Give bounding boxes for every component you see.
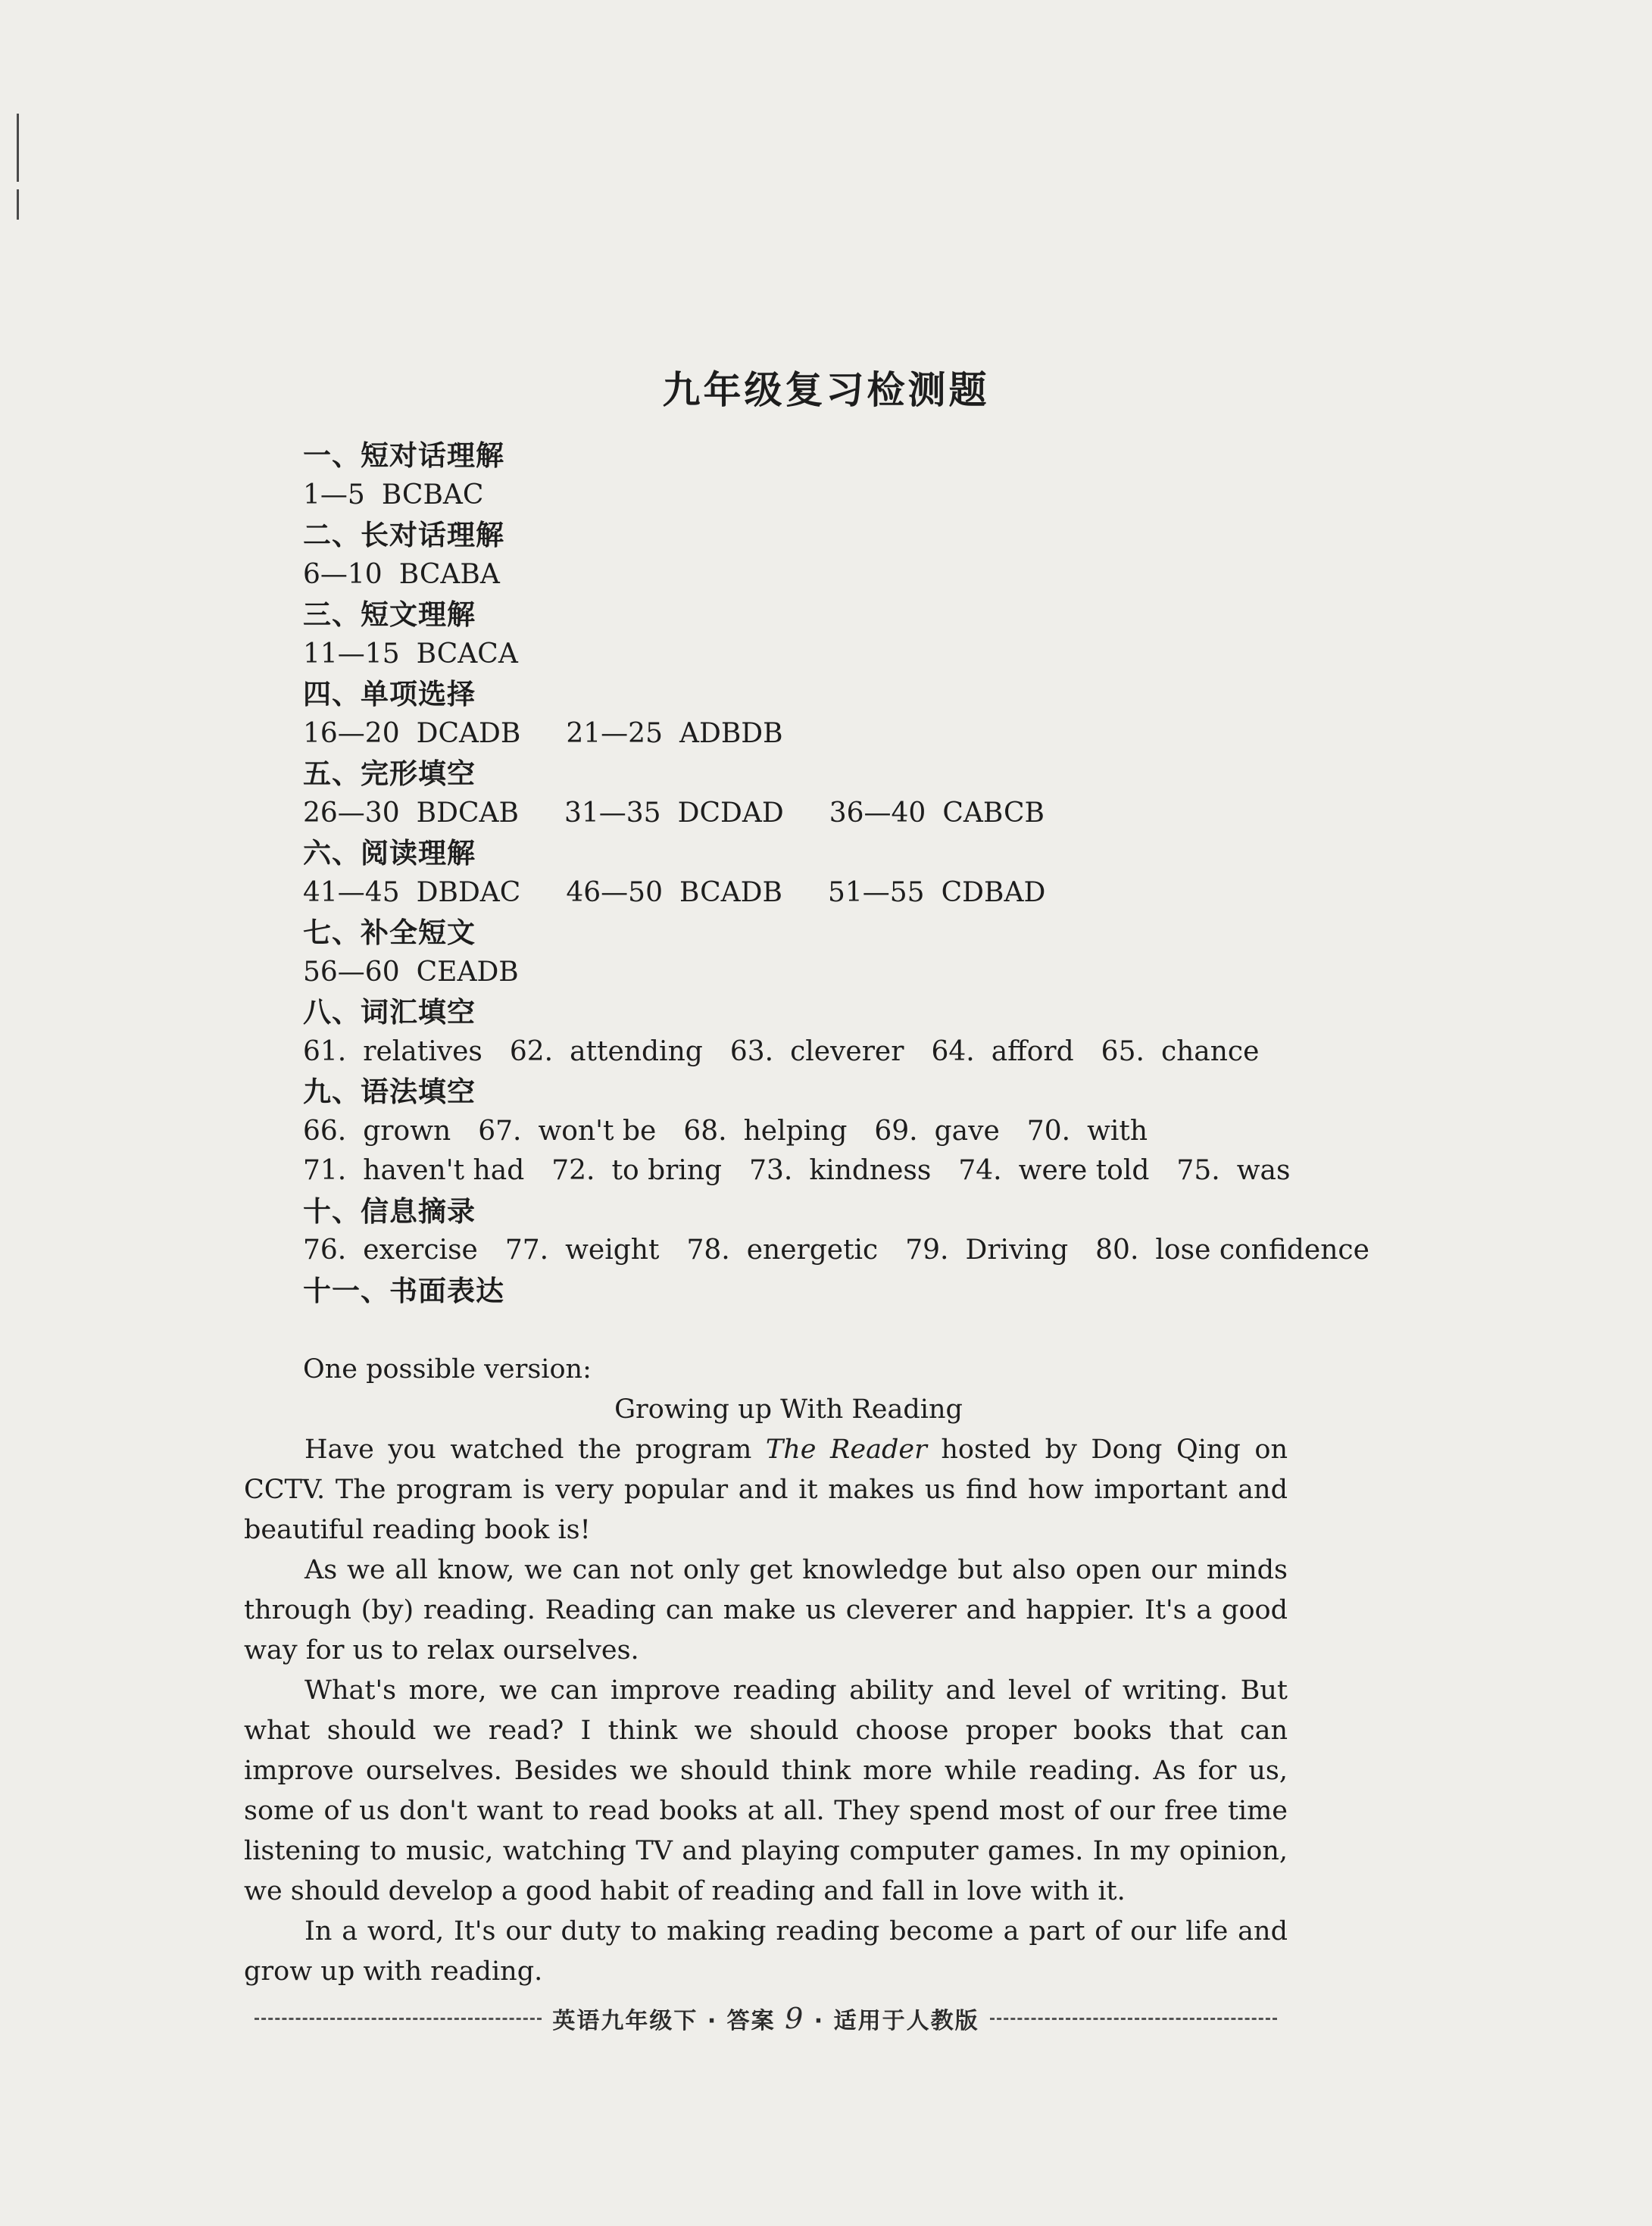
answer-value: CDBAD — [941, 876, 1046, 908]
answer-item — [931, 1032, 1073, 1072]
question-number: 79. — [905, 1235, 949, 1266]
answer-value: BCBAC — [381, 479, 484, 510]
question-number: 63. — [729, 1035, 774, 1067]
answer-line — [303, 873, 1310, 913]
essay-paragraph: In a word, It's our duty to making reading become a part of our life and grow up with reading. — [244, 1916, 1288, 1987]
answer-line — [303, 555, 1310, 595]
answer-item — [749, 1151, 931, 1191]
binding-mark — [17, 114, 19, 182]
answer-value: cleverer — [790, 1035, 904, 1067]
answer-item — [303, 953, 519, 993]
answer-item — [303, 873, 520, 913]
question-number: 41—45 — [303, 876, 400, 908]
answer-value: helping — [743, 1115, 848, 1147]
answer-line — [303, 1032, 1310, 1072]
answer-item — [303, 635, 518, 675]
answer-value: to bring — [611, 1155, 723, 1186]
section-heading: 十、信息摘录 — [303, 1194, 476, 1228]
essay-paragraph: What's more, we can improve reading ability and level of writing. But what should we read? I think we should choose proper books that can improve ourselves. Besides we should think more while reading. As for us, some of us don't want to read books at all. They spend most of our free time listening to music, watching TV and playing computer games. In my opinion, we should develop a good habit of reading and fall in love with it. — [244, 1675, 1288, 1906]
question-number: 67. — [478, 1115, 522, 1147]
question-number: 77. — [504, 1235, 549, 1266]
question-number: 66. — [303, 1115, 347, 1147]
answer-item — [828, 873, 1045, 913]
question-number: 69. — [874, 1115, 918, 1147]
essay-paragraph — [244, 1430, 1288, 1550]
answer-item — [303, 476, 483, 516]
answer-value: were told — [1018, 1155, 1150, 1186]
answer-item — [505, 1231, 660, 1271]
question-number: 46—50 — [566, 876, 663, 908]
answer-value: energetic — [746, 1235, 879, 1266]
question-number: 73. — [749, 1155, 793, 1186]
answer-item — [566, 714, 782, 754]
answer-value: Driving — [965, 1235, 1069, 1266]
answer-line — [303, 794, 1310, 834]
page-footer — [244, 2000, 1288, 2037]
question-number: 78. — [686, 1235, 730, 1266]
answer-item — [958, 1151, 1149, 1191]
question-number: 62. — [509, 1035, 554, 1067]
answer-item — [303, 1032, 482, 1072]
question-number: 74. — [958, 1155, 1002, 1186]
program-name: The Reader — [765, 1435, 927, 1465]
question-number: 6—10 — [303, 558, 383, 590]
answer-value: BDCAB — [416, 797, 519, 829]
answer-value: haven't had — [363, 1155, 525, 1186]
answer-item — [478, 1112, 656, 1152]
answer-item — [303, 1112, 451, 1152]
answer-item — [905, 1231, 1068, 1271]
binding-mark — [17, 189, 19, 220]
essay-title: Growing up With Reading — [614, 1394, 963, 1425]
question-number: 71. — [303, 1155, 347, 1186]
answer-item — [683, 1112, 847, 1152]
answer-value: won't be — [538, 1115, 657, 1147]
section-heading: 十一、书面表达 — [303, 1273, 504, 1307]
question-number: 80. — [1095, 1235, 1139, 1266]
question-number: 64. — [931, 1035, 975, 1067]
answer-item — [730, 1032, 904, 1072]
answer-value: kindness — [809, 1155, 932, 1186]
section-heading: 八、词汇填空 — [303, 995, 476, 1029]
footer-label — [552, 2002, 979, 2035]
question-number: 65. — [1101, 1035, 1145, 1067]
section-heading: 六、阅读理解 — [303, 836, 476, 869]
section-heading: 四、单项选择 — [303, 677, 476, 710]
question-number: 56—60 — [303, 956, 400, 988]
section-heading: 九、语法填空 — [303, 1075, 476, 1108]
section-heading: 一、短对话理解 — [303, 439, 504, 472]
answer-list — [303, 436, 1369, 1310]
essay-intro: One possible version: — [303, 1354, 592, 1385]
section-heading: 三、短文理解 — [303, 598, 476, 631]
footer-subject: 英语九年级下 · 答案 — [552, 2008, 776, 2034]
answer-value: gave — [934, 1115, 1000, 1147]
question-number: 16—20 — [303, 717, 400, 749]
section-heading: 五、完形填空 — [303, 757, 476, 790]
answer-value: chance — [1160, 1035, 1260, 1067]
answer-value: lose confidence — [1155, 1235, 1369, 1266]
question-number: 75. — [1176, 1155, 1220, 1186]
essay-text: hosted by Dong Qing on CCTV. The program is very popular and it makes us find how important and beautiful reading book is! — [244, 1435, 1288, 1545]
answer-value: attending — [570, 1035, 703, 1067]
answer-value: CABCB — [942, 797, 1045, 829]
answer-value: afford — [991, 1035, 1074, 1067]
page-number: 9 — [785, 2002, 805, 2035]
answer-value: BCADB — [679, 876, 782, 908]
answer-value: weight — [565, 1235, 660, 1266]
answer-value: was — [1236, 1155, 1291, 1186]
answer-item — [1101, 1032, 1260, 1072]
answer-item — [1176, 1151, 1290, 1191]
answer-item — [686, 1231, 878, 1271]
question-number: 51—55 — [827, 876, 925, 908]
essay-text: Have you watched the program — [304, 1435, 766, 1465]
answer-item — [510, 1032, 703, 1072]
section-heading: 二、长对话理解 — [303, 518, 504, 551]
answer-line — [303, 476, 1310, 516]
essay-paragraph: As we all know, we can not only get knowledge but also open our minds through (by) reading. Reading can make us cleverer and happier. It's a good way for us to relax ourselves. — [244, 1555, 1288, 1666]
answer-item — [564, 794, 784, 834]
question-number: 21—25 — [566, 717, 663, 749]
section-heading: 七、补全短文 — [303, 916, 476, 949]
answer-item — [829, 794, 1045, 834]
answer-value: ADBDB — [679, 717, 783, 749]
sample-essay — [244, 1350, 1288, 1992]
answer-item — [303, 794, 519, 834]
footer-divider — [255, 2018, 542, 2020]
answer-item — [874, 1112, 999, 1152]
question-number: 70. — [1026, 1115, 1071, 1147]
answer-item — [303, 714, 520, 754]
answer-item — [551, 1151, 722, 1191]
question-number: 61. — [303, 1035, 347, 1067]
answer-item — [566, 873, 782, 913]
answer-value: DCADB — [416, 717, 521, 749]
answer-item — [303, 1231, 478, 1271]
question-number: 36—40 — [829, 797, 926, 829]
page-title: 九年级复习检测题 — [662, 367, 990, 412]
answer-line — [303, 1231, 1369, 1271]
answer-value: BCACA — [416, 638, 518, 670]
answer-item — [303, 555, 500, 595]
answer-line — [303, 1112, 1310, 1152]
answer-item — [1095, 1231, 1369, 1271]
answer-value: relatives — [363, 1035, 482, 1067]
footer-divider — [990, 2018, 1277, 2020]
question-number: 72. — [551, 1155, 595, 1186]
question-number: 11—15 — [303, 638, 400, 670]
answer-line — [303, 714, 1310, 754]
answer-item — [303, 1151, 524, 1191]
answer-value: DCDAD — [677, 797, 784, 829]
question-number: 1—5 — [303, 479, 365, 510]
answer-item — [1027, 1112, 1148, 1152]
question-number: 76. — [303, 1235, 347, 1266]
footer-edition: · 适用于人教版 — [814, 2008, 979, 2034]
answer-line — [303, 1151, 1310, 1191]
question-number: 26—30 — [303, 797, 400, 829]
answer-value: BCABA — [398, 558, 500, 590]
question-number: 68. — [683, 1115, 727, 1147]
answer-value: exercise — [363, 1235, 478, 1266]
question-number: 31—35 — [564, 797, 661, 829]
answer-value: DBDAC — [416, 876, 521, 908]
answer-line — [303, 953, 1310, 993]
answer-value: with — [1087, 1115, 1148, 1147]
answer-line — [303, 635, 1310, 675]
answer-value: CEADB — [416, 956, 519, 988]
answer-value: grown — [363, 1115, 451, 1147]
